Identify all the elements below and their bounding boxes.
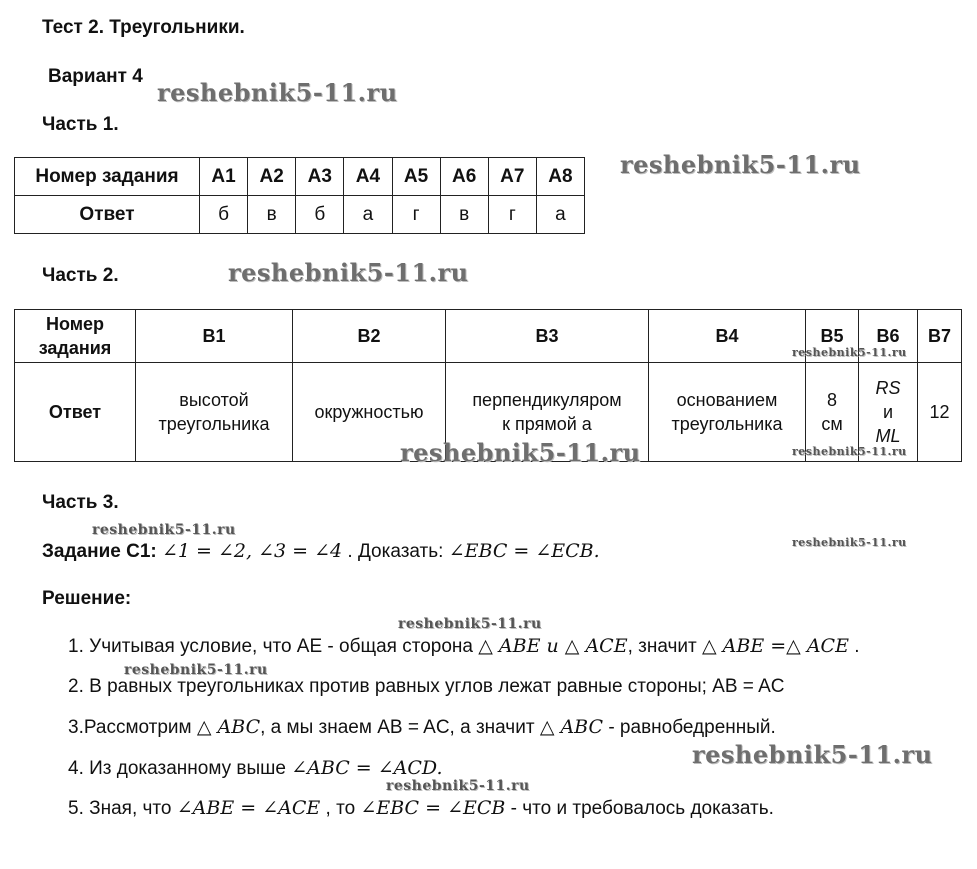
answer-cell	[136, 363, 293, 462]
answer-line: основанием	[676, 390, 778, 410]
solution-step-2: 2. В равных треугольниках против равных углов лежат равные стороны; AB = AC	[68, 676, 785, 697]
header-cell: Ответ	[15, 196, 200, 234]
step-text: , значит	[627, 636, 702, 657]
answer-line: к прямой а	[502, 414, 592, 434]
answer-cell: в	[440, 196, 488, 234]
task-cell: А4	[344, 158, 392, 196]
watermark: reshebnik5-11.ru	[157, 78, 398, 107]
task-prove: ∠EBC = ∠ECB.	[448, 540, 600, 562]
watermark: reshebnik5-11.ru	[386, 778, 530, 794]
task-condition: ∠1 = ∠2, ∠3 = ∠4	[162, 540, 343, 562]
solution-heading: Решение:	[42, 588, 132, 609]
task-label: Задание С1:	[42, 541, 157, 562]
step-math: △ ABE =△ ACE	[702, 635, 849, 657]
answer-line: треугольника	[671, 414, 783, 434]
step-text: - равнобедренный.	[603, 717, 776, 738]
header-cell: Номер задания	[15, 158, 200, 196]
table-row	[15, 196, 585, 234]
part1-answer-table	[14, 157, 585, 234]
task-cell: А7	[488, 158, 536, 196]
step-math: ∠EBC = ∠ECB	[360, 797, 506, 819]
task-cell: А1	[200, 158, 248, 196]
task-cell: В5	[806, 310, 859, 363]
table-row	[15, 158, 585, 196]
task-cell: А5	[392, 158, 440, 196]
answer-cell: г	[488, 196, 536, 234]
watermark: reshebnik5-11.ru	[124, 662, 268, 678]
task-cell: В1	[136, 310, 293, 363]
step-math: △ ABC	[196, 716, 261, 738]
solution-step-5	[68, 797, 774, 820]
step-math: ∠ABE = ∠ACE	[176, 797, 321, 819]
answer-cell: г	[392, 196, 440, 234]
header-line: задания	[38, 338, 112, 358]
part2-heading: Часть 2.	[42, 265, 119, 286]
part1-heading: Часть 1.	[42, 114, 119, 135]
task-cell: А6	[440, 158, 488, 196]
task-cell: В6	[859, 310, 918, 363]
watermark: reshebnik5-11.ru	[792, 445, 907, 458]
answer-cell: окружностью	[293, 363, 446, 462]
step-text: - что и требовалось доказать.	[505, 798, 774, 819]
answer-line: 8	[826, 390, 837, 410]
solution-step-4	[68, 757, 443, 780]
answer-cell: а	[344, 196, 392, 234]
watermark: reshebnik5-11.ru	[620, 150, 861, 179]
step-text: , а мы знаем AB = AC, а значит	[260, 717, 540, 738]
watermark: reshebnik5-11.ru	[398, 616, 542, 632]
task-prove-label: . Доказать:	[347, 541, 444, 562]
answer-cell: а	[536, 196, 584, 234]
step-math: △ ABE и △ ACE	[478, 635, 628, 657]
watermark: reshebnik5-11.ru	[92, 522, 236, 538]
watermark: reshebnik5-11.ru	[692, 740, 933, 769]
watermark: reshebnik5-11.ru	[400, 438, 641, 467]
step-text: 3.Рассмотрим	[68, 717, 197, 738]
solution-step-1	[68, 635, 860, 658]
answer-cell: 12	[918, 363, 962, 462]
header-cell: Ответ	[15, 363, 136, 462]
answer-line: высотой	[179, 390, 249, 410]
task-c1	[42, 540, 600, 563]
task-cell: А8	[536, 158, 584, 196]
answer-cell	[649, 363, 806, 462]
watermark: reshebnik5-11.ru	[228, 258, 469, 287]
task-cell: В3	[446, 310, 649, 363]
solution-step-3	[68, 716, 776, 739]
step-text: 4. Из доказанному выше	[68, 758, 292, 779]
task-cell: В7	[918, 310, 962, 363]
step-text: 1. Учитывая условие, что AE - общая сторона	[68, 636, 479, 657]
part3-heading: Часть 3.	[42, 492, 119, 513]
watermark: reshebnik5-11.ru	[792, 536, 907, 549]
step-math: △ ABC	[539, 716, 604, 738]
answer-cell: в	[248, 196, 296, 234]
step-text: , то	[320, 798, 361, 819]
answer-line: ML	[875, 426, 901, 446]
step-text: .	[848, 636, 860, 657]
task-cell: А3	[296, 158, 344, 196]
answer-line: RS	[875, 378, 901, 398]
task-cell: А2	[248, 158, 296, 196]
header-line: Номер	[45, 314, 105, 334]
task-cell: В2	[293, 310, 446, 363]
answer-line: см	[821, 414, 843, 434]
step-math: ∠ABC = ∠ACD.	[291, 757, 443, 779]
answer-line: и	[882, 402, 894, 422]
page-title: Тест 2. Треугольники.	[42, 17, 245, 38]
answer-line: перпендикуляром	[472, 390, 622, 410]
task-cell: В4	[649, 310, 806, 363]
watermark: reshebnik5-11.ru	[792, 346, 907, 359]
answer-cell: б	[296, 196, 344, 234]
variant-label: Вариант 4	[48, 66, 143, 87]
answer-line: треугольника	[158, 414, 270, 434]
answer-cell: б	[200, 196, 248, 234]
step-text: 5. Зная, что	[68, 798, 177, 819]
header-cell	[15, 310, 136, 363]
